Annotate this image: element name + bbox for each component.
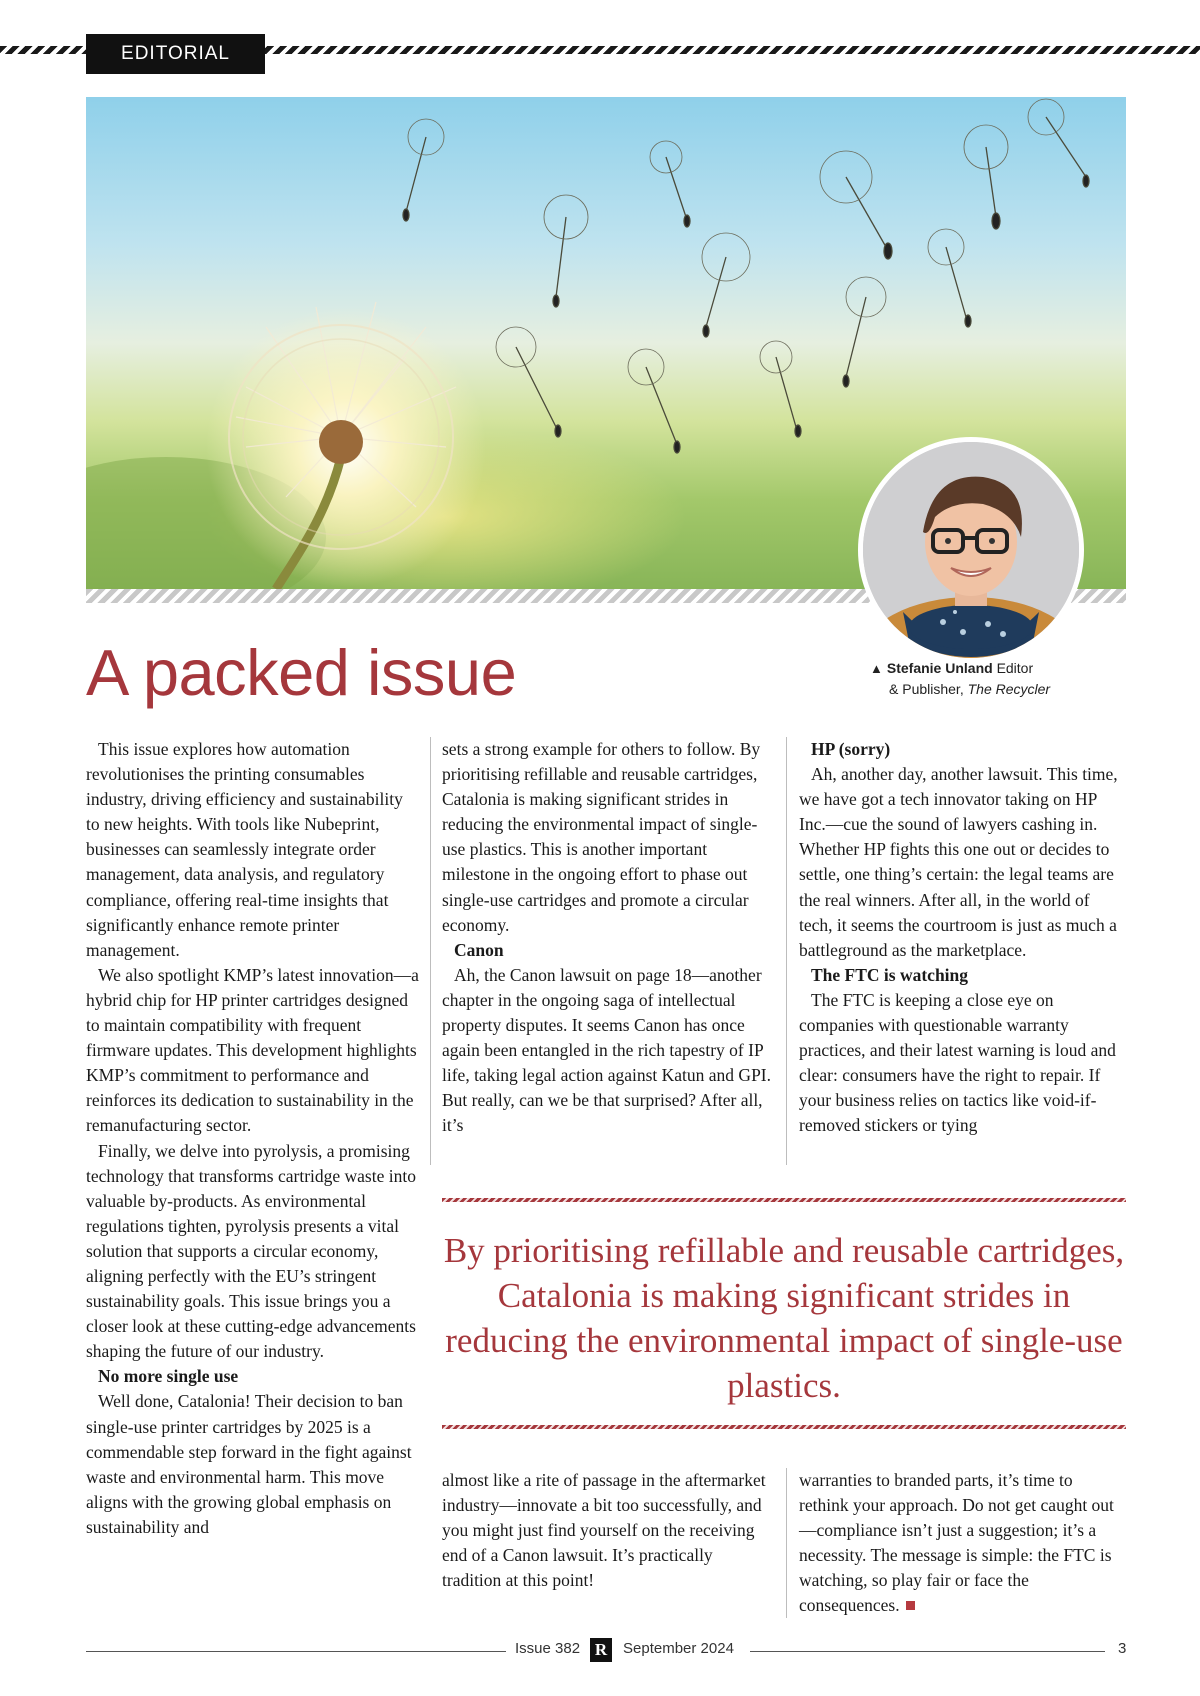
paragraph: sets a strong example for others to follow. By prioritising refillable and reusable cartridges, Catalonia is making significant strides in reducing the environmental impact of single-use plastics. This is another important milestone in the ongoing effort to phase out single-use cartridges and promote a circular economy. [442, 739, 761, 935]
author-role: Editor [996, 660, 1034, 676]
paragraph: Ah, the Canon lawsuit on page 18—another chapter in the ongoing saga of intellectual property disputes. It seems Canon has once again been entangled in the rich tapestry of IP life, taking legal action against Katun and GPI. But really, can we be that surprised? After all, it’s [442, 964, 772, 1136]
author-name: Stefanie Unland [886, 660, 993, 676]
paragraph: Well done, Catalonia! Their decision to ban single-use printer cartridges by 2025 is a commendable step forward in the fight against waste and environmental harm. This move aligns with the growing global emphasis on sustainability and [86, 1391, 412, 1537]
portrait-caption [870, 658, 1150, 699]
column-divider [786, 1468, 787, 1618]
subheading: Canon [454, 939, 504, 960]
end-mark-icon [906, 1601, 915, 1610]
page-number: 3 [1118, 1640, 1127, 1657]
paragraph: Ah, another day, another lawsuit. This time, we have got a tech innovator taking on HP Inc.—cue the sound of lawyers cashing in. Whether HP fights this one out or decides to settle, one thing’s certain: the legal teams are the real winners. After all, in the world of tech, it seems the courtroom is just as much a battleground as the marketplace. [799, 764, 1118, 960]
author-portrait [858, 437, 1084, 663]
section-label: EDITORIAL [86, 34, 265, 74]
subheading: HP (sorry) [811, 739, 891, 759]
footer-rule-right [750, 1651, 1105, 1652]
portrait-illustration [863, 442, 1079, 658]
article-title: A packed issue [86, 636, 517, 709]
paragraph: This issue explores how automation revolutionises the printing consumables industry, driving efficiency and sustainability to new heights. With tools like Nubeprint, businesses can seamlessly integrate order management, data analysis, and regulatory compliance, offering real-time insights that significantly enhance remote printer management. [86, 739, 403, 960]
publication-name: The Recycler [967, 681, 1051, 697]
issue-number: Issue 382 [515, 1640, 581, 1657]
column-3-continued [799, 1468, 1126, 1619]
paragraph-text: warranties to branded parts, it’s time to rethink your approach. Do not get caught out—compliance isn’t just a suggestion; it’s a necessity. The message is simple: the FTC is watching, so play fair or face the consequences. [799, 1470, 1114, 1616]
subheading: The FTC is watching [811, 964, 969, 985]
paragraph [799, 1468, 1126, 1619]
pull-quote: By prioritising refillable and reusable cartridges, Catalonia is making significant strides in reducing the environmental impact of single-use plastics. [443, 1231, 1125, 1405]
column-2 [442, 737, 774, 1139]
column-3 [799, 737, 1126, 1139]
issue-date: September 2024 [623, 1640, 734, 1657]
column-2-continued [442, 1468, 774, 1593]
footer-rule-left [86, 1651, 506, 1652]
paragraph: We also spotlight KMP’s latest innovation—a hybrid chip for HP printer cartridges designed to maintain compatibility with frequent firmware updates. This development highlights KMP’s commitment to performance and reinforces its dedication to sustainability in the remanufacturing sector. [86, 964, 419, 1136]
column-divider [786, 737, 787, 1165]
paragraph: almost like a rite of passage in the aftermarket industry—innovate a bit too successfully, and you might just find yourself on the receiving end of a Canon lawsuit. It’s practically tradition at this point! [442, 1470, 766, 1591]
column-1 [86, 737, 420, 1540]
paragraph: The FTC is keeping a close eye on companies with questionable warranty practices, and their latest warning is loud and clear: consumers have the right to repair. If your business relies on tactics like void-if-removed stickers or tying [799, 989, 1116, 1136]
column-divider [430, 737, 431, 1165]
paragraph: Finally, we delve into pyrolysis, a promising technology that transforms cartridge waste into valuable by-products. As environmental regulations tighten, pyrolysis presents a vital solution that supports a circular economy, aligning perfectly with the EU’s stringent sustainability goals. This issue brings you a closer look at these cutting-edge advancements shaping the future of our industry. [86, 1140, 416, 1362]
pullquote-rule-bottom [442, 1425, 1126, 1429]
recycler-logo-icon: R [590, 1638, 612, 1662]
pullquote-rule-top [442, 1198, 1126, 1202]
triangle-up-icon: ▲ [870, 661, 883, 676]
author-role-2: & Publisher, [889, 681, 964, 697]
subheading: No more single use [98, 1366, 239, 1387]
